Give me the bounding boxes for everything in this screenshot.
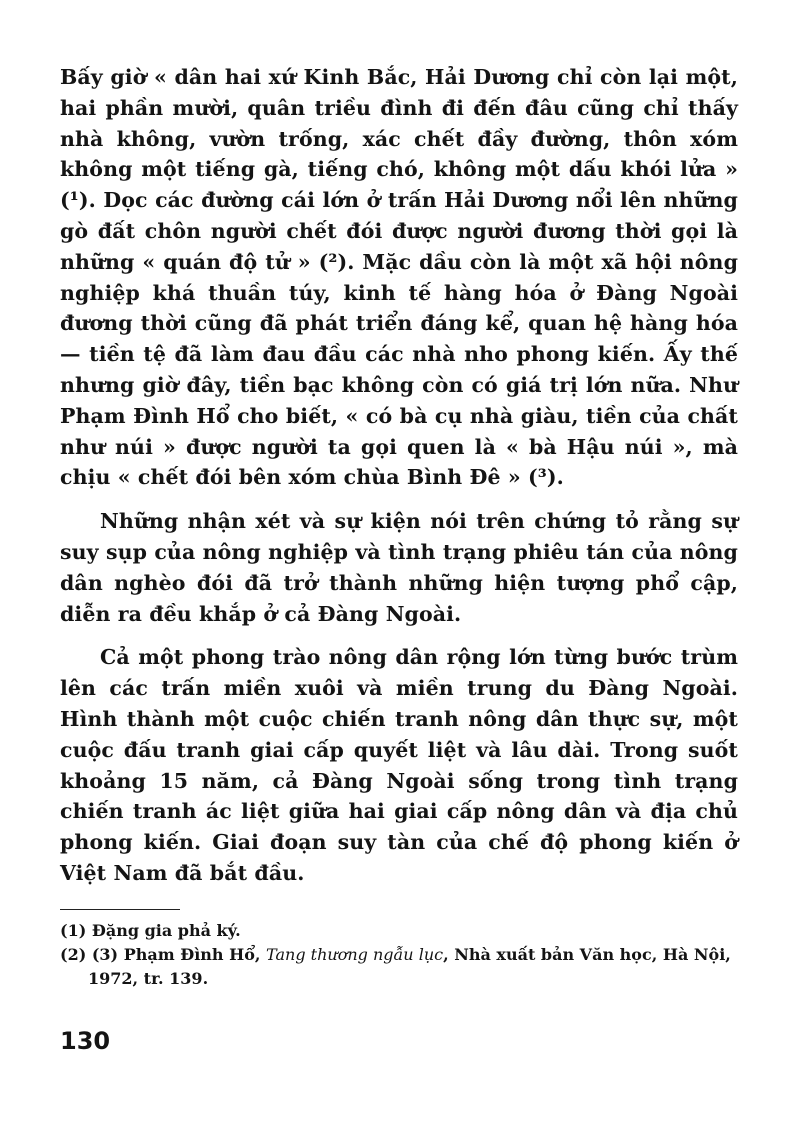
footnote-2-3	[60, 943, 738, 991]
paragraph-3: Cả một phong trào nông dân rộng lớn từng bước trùm lên các trấn miền xuôi và miền trung du Đàng Ngoài. Hình thành một cuộc chiến tranh nông dân thực sự, một cuộc đấu tranh giai cấp quyết liệt và lâu dài. Trong suốt khoảng 15 năm, cả Đàng Ngoài sống trong tình trạng chiến tranh ác liệt giữa hai giai cấp nông dân và địa chủ phong kiến. Giai đoạn suy tàn của chế độ phong kiến ở Việt Nam đã bắt đầu.	[60, 645, 738, 885]
footnote-1	[60, 919, 738, 943]
footnote-2-suffix: , Nhà xuất bản Văn học, Hà Nội, 1972, tr. 139.	[88, 944, 731, 988]
footnote-2-book-title: Tang thương ngẫu lục	[266, 944, 444, 964]
page-number: 130	[60, 1027, 111, 1055]
book-page	[60, 62, 738, 991]
footnote-1-text: (1) Đặng gia phả ký.	[60, 920, 241, 940]
paragraph-1: Bấy giờ « dân hai xứ Kinh Bắc, Hải Dương chỉ còn lại một, hai phần mười, quân triều đình đi đến đâu cũng chỉ thấy nhà không, vườn trống, xác chết đầy đường, thôn xóm không một tiếng gà, tiếng chó, không một dấu khói lửa » (¹). Dọc các đường cái lớn ở trấn Hải Dương nổi lên những gò đất chôn người chết đói được người đương thời gọi là những « quán độ tử » (²). Mặc dầu còn là một xã hội nông nghiệp khá thuần túy, kinh tế hàng hóa ở Đàng Ngoài đương thời cũng đã phát triển đáng kể, quan hệ hàng hóa — tiền tệ đã làm đau đầu các nhà nho phong kiến. Ấy thế nhưng giờ đây, tiền bạc không còn có giá trị lớn nữa. Như Phạm Đình Hổ cho biết, « có bà cụ nhà giàu, tiền của chất như núi » được người ta gọi quen là « bà Hậu núi », mà chịu « chết đói bên xóm chùa Bình Đê » (³).	[60, 65, 738, 490]
paragraph-2: Những nhận xét và sự kiện nói trên chứng tỏ rằng sự suy sụp của nông nghiệp và tình trạng phiêu tán của nông dân nghèo đói đã trở thành những hiện tượng phổ cập, diễn ra đều khắp ở cả Đàng Ngoài.	[60, 509, 738, 626]
footnote-2-prefix: (2) (3) Phạm Đình Hổ,	[60, 944, 267, 964]
footnote-divider	[60, 909, 180, 910]
